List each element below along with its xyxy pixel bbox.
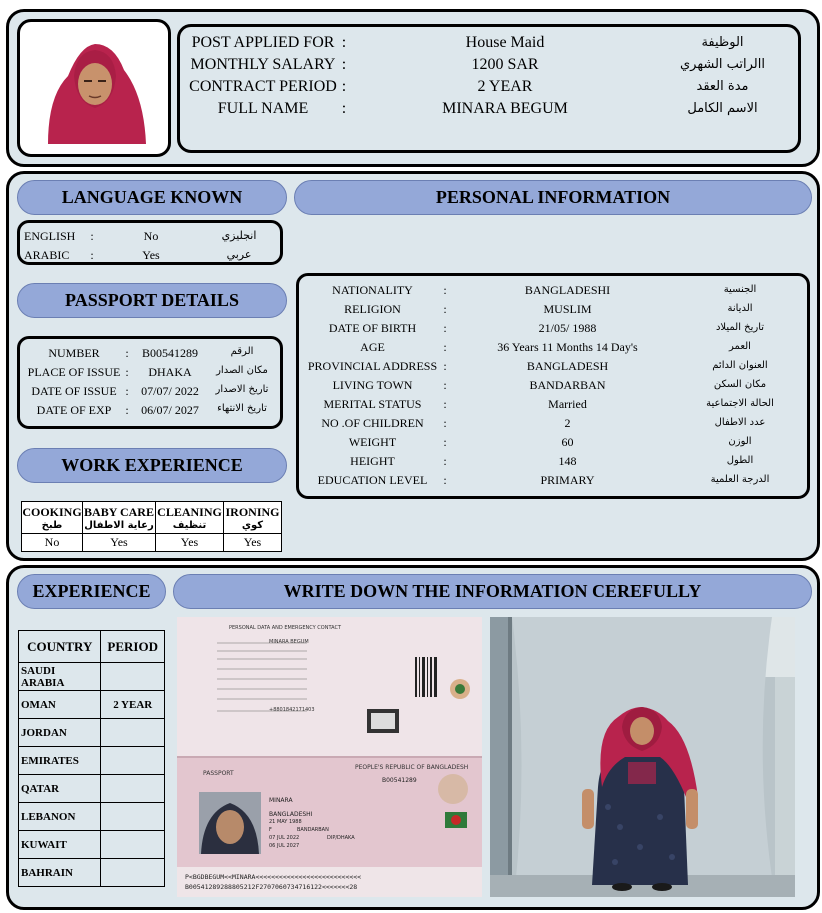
passport-label: PLACE OF ISSUE [27, 365, 121, 379]
personal-value: PRIMARY [540, 473, 595, 487]
work-value-cleaning: Yes [156, 534, 224, 552]
personal-colon: : [443, 321, 447, 335]
experience-col-period: PERIOD [101, 631, 165, 663]
passport-scan-birthplace: BANDARBAN [297, 827, 329, 833]
personal-label: LIVING TOWN [332, 378, 413, 392]
personal-label: MERITAL STATUS [323, 397, 422, 411]
experience-period [101, 831, 165, 859]
experience-row [19, 719, 165, 747]
work-header-row [22, 502, 282, 534]
personal-colon: : [443, 283, 447, 297]
experience-period [101, 775, 165, 803]
personal-label: WEIGHT [348, 435, 397, 449]
summary-label: FULL NAME [217, 100, 309, 117]
passport-colon: : [125, 365, 129, 379]
experience-period [101, 859, 165, 887]
work-heading: WORK EXPERIENCE [17, 448, 287, 483]
personal-colon: : [443, 378, 447, 392]
experience-table [18, 630, 165, 887]
personal-value: 36 Years 11 Months 14 Day's [497, 340, 638, 354]
personal-value: BANDARBAN [529, 378, 606, 392]
language-value: Yes [142, 248, 160, 262]
personal-label-arabic: الدرجة العلمية [710, 474, 770, 485]
personal-colon: : [443, 340, 447, 354]
personal-label: PROVINCIAL ADDRESS [307, 359, 438, 373]
personal-value: 60 [561, 435, 574, 449]
personal-label-arabic: العمر [729, 341, 751, 352]
experience-period [101, 747, 165, 775]
passport-scan-nationality: BANGLADESHI [269, 811, 313, 818]
language-label: ENGLISH [24, 229, 76, 243]
experience-country: OMAN [19, 691, 101, 719]
summary-value: House Maid [465, 34, 545, 51]
passport-label: DATE OF EXP [36, 403, 112, 417]
experience-row [19, 663, 165, 691]
summary-value: MINARA BEGUM [442, 100, 568, 117]
personal-colon: : [443, 397, 447, 411]
passport-value: B00541289 [141, 346, 198, 360]
personal-colon: : [443, 435, 447, 449]
work-header-cooking: COOKING طبخ [22, 502, 83, 534]
profile-photo-frame [17, 19, 171, 157]
experience-period [101, 719, 165, 747]
passport-value: DHAKA [148, 365, 192, 379]
passport-colon: : [125, 384, 129, 398]
language-heading: LANGUAGE KNOWN [17, 180, 287, 215]
work-value-cooking: No [22, 534, 83, 552]
passport-label: DATE OF ISSUE [31, 384, 117, 398]
summary-label: MONTHLY SALARY [190, 56, 336, 73]
passport-label-arabic: تاريخ الاصدار [215, 384, 269, 395]
experience-country: JORDAN [19, 719, 101, 747]
summary-label-arabic: الوظيفة [701, 35, 744, 50]
experience-row [19, 775, 165, 803]
passport-scan-mrz-2: B00541289288805212F2707060734716122<<<<<<<28 [185, 883, 358, 891]
passport-scan-number: B00541289 [382, 777, 417, 784]
personal-label-arabic: الحالة الاجتماعية [706, 398, 774, 409]
personal-colon: : [443, 416, 447, 430]
passport-label-arabic: الرقم [230, 346, 254, 357]
personal-label: NATIONALITY [332, 283, 413, 297]
personal-label: HEIGHT [350, 454, 395, 468]
language-value: No [143, 229, 159, 243]
passport-scan-sex: F [269, 827, 272, 833]
personal-label-arabic: تاريخ الميلاد [715, 322, 765, 333]
personal-value: MUSLIM [543, 302, 592, 316]
personal-label: DATE OF BIRTH [328, 321, 417, 335]
passport-scan-mrz-1: P<BGDBEGUM<<MINARA<<<<<<<<<<<<<<<<<<<<<<<<<<< [185, 873, 362, 881]
passport-scan-authority: DIP/DHAKA [327, 835, 355, 841]
summary-label-arabic: االراتب الشهري [680, 57, 765, 72]
personal-label: RELIGION [344, 302, 401, 316]
experience-row [19, 691, 165, 719]
experience-country: KUWAIT [19, 831, 101, 859]
summary-colon: : [341, 100, 347, 117]
passport-colon: : [125, 403, 129, 417]
passport-scan-country: PEOPLE'S REPUBLIC OF BANGLADESH [355, 764, 469, 771]
personal-label-arabic: عدد الاطفال [714, 417, 766, 428]
passport-scan-surname: MINARA [269, 797, 293, 804]
language-label: ARABIC [24, 248, 70, 262]
passport-label: NUMBER [48, 346, 100, 360]
summary-label-arabic: الاسم الكامل [687, 101, 758, 116]
experience-country: QATAR [19, 775, 101, 803]
experience-country: LEBANON [19, 803, 101, 831]
summary-label-arabic: مدة العقد [696, 79, 749, 94]
passport-label-arabic: تاريخ الانتهاء [217, 403, 267, 414]
passport-scan-issue: 07 JUL 2022 [269, 835, 300, 841]
passport-scan-top-name: MINARA BEGUM [269, 639, 309, 645]
summary-colon: : [341, 34, 347, 51]
passport-heading: PASSPORT DETAILS [17, 283, 287, 318]
summary-value: 2 YEAR [477, 78, 533, 95]
personal-colon: : [443, 473, 447, 487]
personal-label-arabic: الجنسية [723, 284, 757, 295]
personal-value: 21/05/ 1988 [538, 321, 597, 335]
summary-value: 1200 SAR [471, 56, 539, 73]
experience-country: EMIRATES [19, 747, 101, 775]
personal-label-arabic: العنوان الدائم [712, 360, 768, 371]
language-colon: : [90, 229, 94, 243]
passport-colon: : [125, 346, 129, 360]
work-experience-table [21, 501, 282, 552]
passport-scan-dob: 21 MAY 1988 [269, 819, 302, 825]
personal-label: AGE [360, 340, 385, 354]
personal-label-arabic: الديانة [727, 303, 753, 314]
summary-label: CONTRACT PERIOD [189, 78, 337, 95]
work-header-ironing: IRONING كوي [224, 502, 282, 534]
passport-scan-top-heading: PERSONAL DATA AND EMERGENCY CONTACT [229, 625, 342, 631]
personal-label: NO .OF CHILDREN [321, 416, 424, 430]
personal-value: BANGLADESH [526, 359, 609, 373]
personal-value: 148 [558, 454, 577, 468]
experience-row [19, 859, 165, 887]
work-value-baby-care: Yes [83, 534, 156, 552]
passport-value: 07/07/ 2022 [141, 384, 199, 398]
work-header-cleaning: CLEANING تنظيف [156, 502, 224, 534]
language-label-arabic: عربي [226, 248, 252, 261]
personal-value: BANGLADESHI [524, 283, 611, 297]
personal-label-arabic: الوزن [728, 436, 752, 447]
summary-colon: : [341, 78, 347, 95]
passport-label-arabic: مكان الصدار [216, 365, 268, 376]
passport-value: 06/07/ 2027 [141, 403, 199, 417]
personal-colon: : [443, 359, 447, 373]
summary-label: POST APPLIED FOR [191, 34, 335, 51]
personal-colon: : [443, 302, 447, 316]
language-label-arabic: انجليزي [221, 229, 257, 242]
experience-heading: EXPERIENCE [17, 574, 166, 609]
summary-colon: : [341, 56, 347, 73]
passport-scan [177, 617, 482, 897]
passport-scan-top-phone: +8801842171403 [269, 707, 315, 713]
experience-row [19, 747, 165, 775]
work-header-baby-care: BABY CARE رعاية الاطفال [83, 502, 156, 534]
personal-label: EDUCATION LEVEL [317, 473, 428, 487]
personal-label-arabic: الطول [726, 455, 754, 466]
experience-period: 2 YEAR [101, 691, 165, 719]
work-value-ironing: Yes [224, 534, 282, 552]
passport-scan-expiry: 06 JUL 2027 [269, 843, 300, 849]
experience-country: SAUDI ARABIA [19, 663, 101, 691]
language-colon: : [90, 248, 94, 262]
experience-col-country: COUNTRY [19, 631, 101, 663]
write-info-banner: WRITE DOWN THE INFORMATION CEREFULLY [173, 574, 812, 609]
passport-scan-label: PASSPORT [203, 770, 234, 777]
personal-value: Married [548, 397, 587, 411]
experience-row [19, 803, 165, 831]
experience-period [101, 663, 165, 691]
experience-row [19, 831, 165, 859]
personal-heading: PERSONAL INFORMATION [294, 180, 812, 215]
full-body-photo [490, 617, 795, 897]
personal-colon: : [443, 454, 447, 468]
experience-period [101, 803, 165, 831]
experience-country: BAHRAIN [19, 859, 101, 887]
work-values-row [22, 534, 282, 552]
profile-photo [34, 32, 156, 144]
personal-label-arabic: مكان السكن [713, 379, 767, 390]
experience-header-row [19, 631, 165, 663]
personal-value: 2 [564, 416, 571, 430]
